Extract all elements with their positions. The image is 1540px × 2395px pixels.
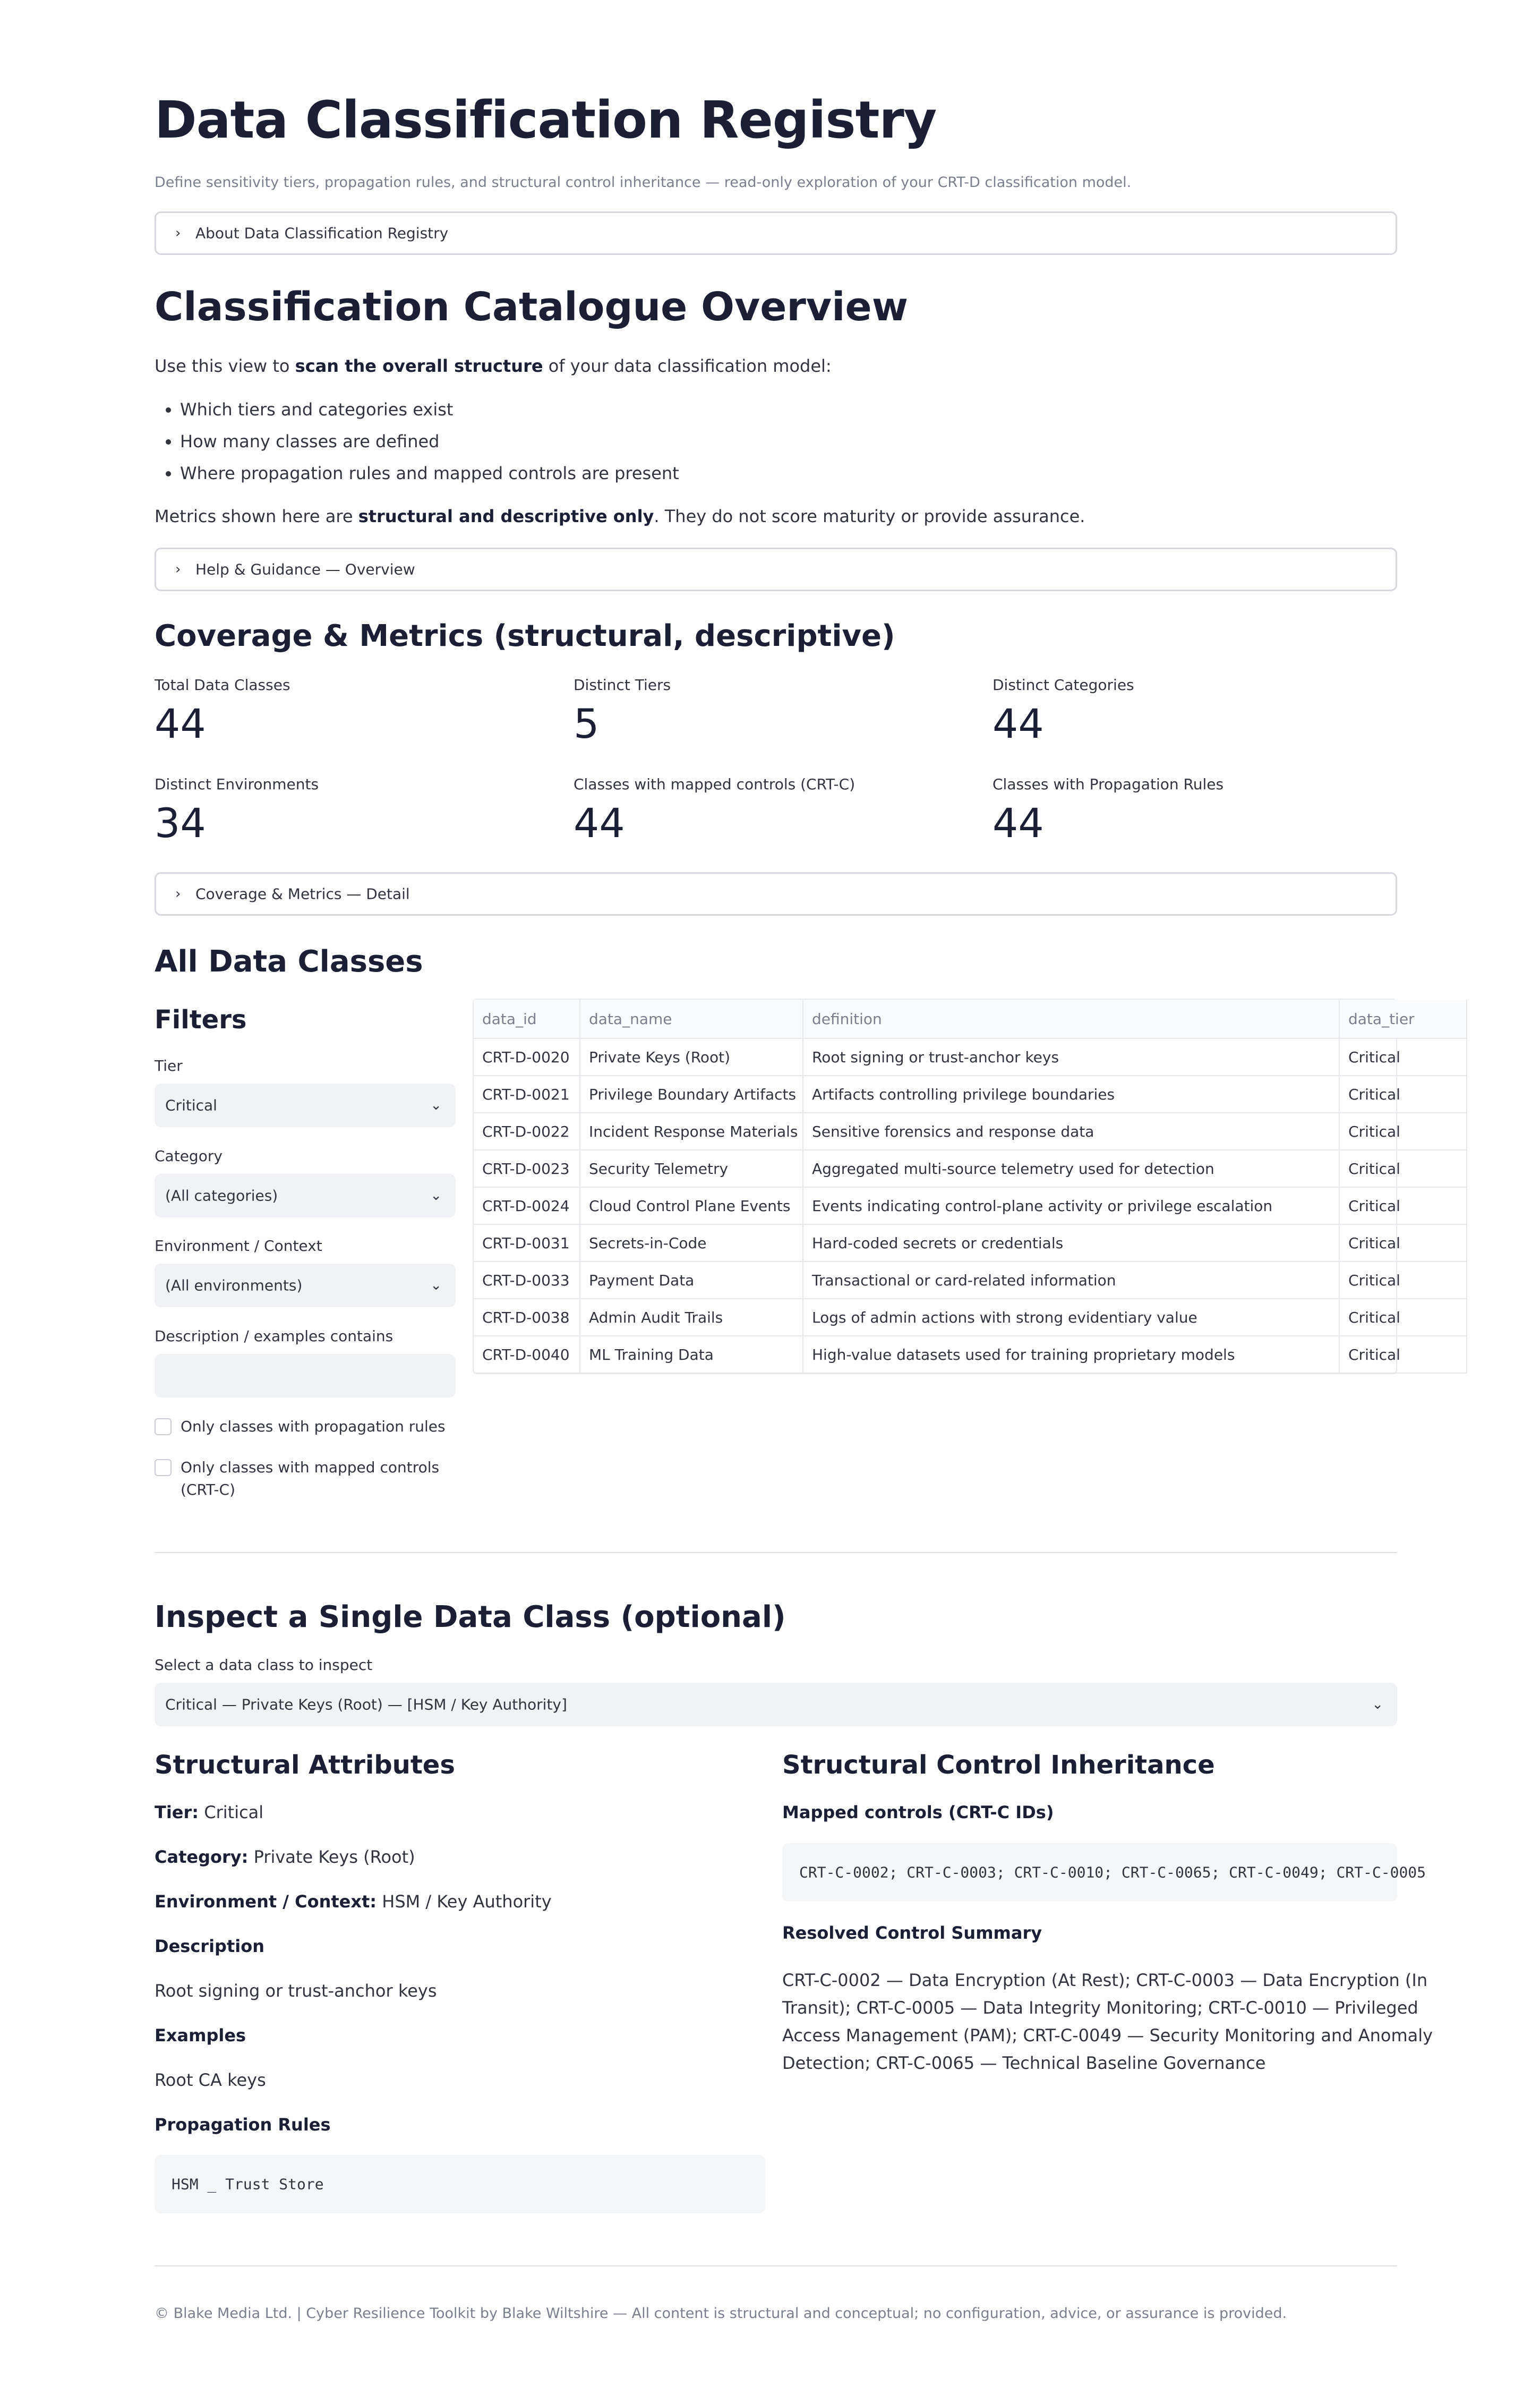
metrics-detail-expander[interactable] bbox=[155, 872, 1397, 916]
overview-note-prefix: Metrics shown here are bbox=[155, 506, 358, 526]
environment-select[interactable] bbox=[155, 1264, 456, 1307]
mapped-controls-checkbox-label: Only classes with mapped controls bbox=[181, 1459, 440, 1476]
attr-env-label: Environment / Context: bbox=[155, 1891, 377, 1912]
metric-label: Classes with mapped controls (CRT-C) bbox=[574, 775, 855, 793]
propagation-rules-code bbox=[155, 2155, 765, 2213]
metrics-title: Coverage & Metrics (structural, descriptive) bbox=[155, 619, 895, 653]
environment-select-value: (All environments) bbox=[165, 1276, 303, 1294]
mapped-controls-heading bbox=[782, 1802, 1054, 1822]
table-cell: CRT-D-0038 bbox=[474, 1299, 580, 1336]
table-cell: CRT-D-0033 bbox=[474, 1262, 580, 1299]
overview-title: Classification Catalogue Overview bbox=[155, 284, 909, 330]
attr-examples-heading bbox=[155, 2025, 246, 2045]
table-cell: Critical bbox=[1339, 1150, 1467, 1187]
attr-propagation-heading bbox=[155, 2115, 331, 2135]
overview-note-suffix: . They do not score maturity or provide assurance. bbox=[654, 506, 1085, 526]
table-row[interactable] bbox=[474, 1113, 1467, 1150]
table-cell: Transactional or card-related information bbox=[803, 1262, 1339, 1299]
mapped-controls-heading-text: Mapped controls (CRT-C IDs) bbox=[782, 1802, 1054, 1822]
mapped-controls-checkbox[interactable] bbox=[155, 1459, 172, 1476]
overview-intro-suffix: of your data classification model: bbox=[543, 356, 832, 376]
page-title: Data Classification Registry bbox=[155, 90, 937, 150]
table-cell: Aggregated multi-source telemetry used for detection bbox=[803, 1150, 1339, 1187]
table-row[interactable] bbox=[474, 1187, 1467, 1224]
table-cell: Logs of admin actions with strong evidentiary value bbox=[803, 1299, 1339, 1336]
attr-description-heading bbox=[155, 1936, 264, 1956]
description-filter-label: Description / examples contains bbox=[155, 1327, 393, 1345]
attr-description-value: Root signing or trust-anchor keys bbox=[155, 1981, 437, 2001]
resolved-summary-line: CRT-C-0002 — Data Encryption (At Rest); CRT-C-0003 — Data Encryption (In bbox=[782, 1970, 1428, 1990]
column-header[interactable]: data_name bbox=[580, 1000, 803, 1038]
table-cell: Critical bbox=[1339, 1299, 1467, 1336]
category-select-value: (All categories) bbox=[165, 1187, 278, 1205]
chevron-right-icon: › bbox=[175, 225, 181, 241]
table-cell: CRT-D-0024 bbox=[474, 1187, 580, 1224]
attr-tier-value: Critical bbox=[199, 1802, 264, 1822]
resolved-summary-heading bbox=[782, 1923, 1042, 1943]
table-cell: CRT-D-0020 bbox=[474, 1038, 580, 1076]
table-cell: Critical bbox=[1339, 1187, 1467, 1224]
table-cell: Critical bbox=[1339, 1262, 1467, 1299]
table-cell: Critical bbox=[1339, 1336, 1467, 1373]
metric-label: Total Data Classes bbox=[155, 676, 290, 694]
about-expander[interactable] bbox=[155, 211, 1397, 255]
chevron-right-icon: › bbox=[175, 561, 181, 577]
metric-value: 34 bbox=[155, 799, 206, 847]
table-row[interactable] bbox=[474, 1038, 1467, 1076]
attr-environment bbox=[155, 1891, 552, 1912]
bullet-item: • Where propagation rules and mapped controls are present bbox=[180, 463, 679, 483]
help-expander[interactable] bbox=[155, 548, 1397, 591]
table-cell: Admin Audit Trails bbox=[580, 1299, 803, 1336]
table-cell: High-value datasets used for training proprietary models bbox=[803, 1336, 1339, 1373]
table-row[interactable] bbox=[474, 1262, 1467, 1299]
table-cell: CRT-D-0040 bbox=[474, 1336, 580, 1373]
table-row[interactable] bbox=[474, 1076, 1467, 1113]
table-cell: Secrets-in-Code bbox=[580, 1224, 803, 1262]
chevron-down-icon: ⌄ bbox=[430, 1277, 442, 1293]
table-cell: Events indicating control-plane activity or privilege escalation bbox=[803, 1187, 1339, 1224]
metric-value: 44 bbox=[574, 799, 625, 847]
table-cell: Root signing or trust-anchor keys bbox=[803, 1038, 1339, 1076]
metric-label: Distinct Categories bbox=[993, 676, 1134, 694]
data-class-select[interactable] bbox=[155, 1683, 1397, 1726]
inspect-title: Inspect a Single Data Class (optional) bbox=[155, 1600, 786, 1634]
tier-filter-label: Tier bbox=[155, 1057, 183, 1075]
attr-examples-heading-text: Examples bbox=[155, 2025, 246, 2045]
metric-label: Classes with Propagation Rules bbox=[993, 775, 1224, 793]
table-header-row bbox=[474, 1000, 1467, 1038]
attr-category bbox=[155, 1847, 415, 1867]
filters-title: Filters bbox=[155, 1005, 247, 1035]
inspect-select-label: Select a data class to inspect bbox=[155, 1656, 373, 1674]
table-row[interactable] bbox=[474, 1224, 1467, 1262]
data-classes-table[interactable] bbox=[473, 999, 1415, 1374]
overview-intro-prefix: Use this view to bbox=[155, 356, 295, 376]
table-cell: Private Keys (Root) bbox=[580, 1038, 803, 1076]
table-cell: CRT-D-0021 bbox=[474, 1076, 580, 1113]
table-cell: Security Telemetry bbox=[580, 1150, 803, 1187]
table-cell: Artifacts controlling privilege boundaries bbox=[803, 1076, 1339, 1113]
table-cell: Sensitive forensics and response data bbox=[803, 1113, 1339, 1150]
footer-text: © Blake Media Ltd. | Cyber Resilience Toolkit by Blake Wiltshire — All content is structural and conceptual; no configuration, advice, or assurance is provided. bbox=[155, 2305, 1287, 2322]
attr-tier-label: Tier: bbox=[155, 1802, 199, 1822]
table-cell: Privilege Boundary Artifacts bbox=[580, 1076, 803, 1113]
attr-category-label: Category: bbox=[155, 1847, 249, 1867]
metric-label: Distinct Environments bbox=[155, 775, 319, 793]
table-cell: Critical bbox=[1339, 1076, 1467, 1113]
mapped-controls-code[interactable] bbox=[782, 1843, 1426, 1902]
attr-category-value: Private Keys (Root) bbox=[248, 1847, 415, 1867]
table-cell: ML Training Data bbox=[580, 1336, 803, 1373]
environment-filter-label: Environment / Context bbox=[155, 1237, 322, 1255]
column-header[interactable]: data_id bbox=[474, 1000, 580, 1038]
table-row[interactable] bbox=[474, 1336, 1467, 1373]
table-cell: Payment Data bbox=[580, 1262, 803, 1299]
bullet-item: • How many classes are defined bbox=[180, 431, 679, 451]
data-class-select-value: Critical — Private Keys (Root) — [HSM / Key Authority] bbox=[165, 1695, 567, 1714]
attr-propagation-heading-text: Propagation Rules bbox=[155, 2115, 331, 2135]
table-row[interactable] bbox=[474, 1299, 1467, 1336]
table-cell: Cloud Control Plane Events bbox=[580, 1187, 803, 1224]
category-filter-label: Category bbox=[155, 1147, 223, 1165]
table-cell: Critical bbox=[1339, 1113, 1467, 1150]
metric-value: 44 bbox=[993, 799, 1044, 847]
resolved-summary-line: Detection; CRT-C-0065 — Technical Baseline Governance bbox=[782, 2053, 1266, 2073]
attr-tier bbox=[155, 1802, 263, 1822]
page-subtitle: Define sensitivity tiers, propagation rules, and structural control inheritance — read-only exploration of your CRT-D classification model. bbox=[155, 174, 1132, 191]
metric-value: 44 bbox=[155, 700, 206, 747]
table-row[interactable] bbox=[474, 1150, 1467, 1187]
table-cell: CRT-D-0023 bbox=[474, 1150, 580, 1187]
resolved-summary-line: Transit); CRT-C-0005 — Data Integrity Monitoring; CRT-C-0010 — Privileged bbox=[782, 1998, 1418, 2018]
attr-env-value: HSM / Key Authority bbox=[377, 1891, 552, 1912]
help-expander-label: Help & Guidance — Overview bbox=[195, 560, 415, 578]
resolved-summary bbox=[782, 1966, 1433, 2077]
category-select[interactable] bbox=[155, 1174, 456, 1217]
table-cell: CRT-D-0022 bbox=[474, 1113, 580, 1150]
mapped-controls-value: CRT-C-0002; CRT-C-0003; CRT-C-0010; CRT-C-0065; CRT-C-0049; CRT-C-0005 bbox=[799, 1863, 1426, 1881]
chevron-down-icon: ⌄ bbox=[1372, 1697, 1383, 1712]
table-cell: Critical bbox=[1339, 1038, 1467, 1076]
tier-select-value: Critical bbox=[165, 1096, 217, 1114]
chevron-right-icon: › bbox=[175, 886, 181, 902]
chevron-down-icon: ⌄ bbox=[430, 1188, 442, 1204]
propagation-rules-value: HSM _ Trust Store bbox=[172, 2175, 324, 2193]
tier-select[interactable] bbox=[155, 1084, 456, 1127]
overview-intro bbox=[155, 356, 832, 376]
bullet-item: • Which tiers and categories exist bbox=[180, 399, 679, 420]
propagation-checkbox[interactable] bbox=[155, 1418, 172, 1435]
propagation-checkbox-label: Only classes with propagation rules bbox=[181, 1418, 446, 1435]
metric-label: Distinct Tiers bbox=[574, 676, 671, 694]
table-cell: Hard-coded secrets or credentials bbox=[803, 1224, 1339, 1262]
metrics-detail-expander-label: Coverage & Metrics — Detail bbox=[195, 885, 410, 903]
table-cell: Incident Response Materials bbox=[580, 1113, 803, 1150]
table-cell: CRT-D-0031 bbox=[474, 1224, 580, 1262]
chevron-down-icon: ⌄ bbox=[430, 1097, 442, 1113]
column-header[interactable]: data_tier bbox=[1339, 1000, 1467, 1038]
metric-value: 44 bbox=[993, 700, 1044, 747]
table-cell: Critical bbox=[1339, 1224, 1467, 1262]
column-header[interactable]: definition bbox=[803, 1000, 1339, 1038]
mapped-controls-checkbox-label-2: (CRT-C) bbox=[181, 1481, 236, 1498]
metric-value: 5 bbox=[574, 700, 600, 747]
about-expander-label: About Data Classification Registry bbox=[195, 224, 449, 242]
all-classes-title: All Data Classes bbox=[155, 944, 423, 979]
section-divider bbox=[155, 1552, 1397, 1553]
overview-intro-bold: scan the overall structure bbox=[295, 356, 543, 376]
inheritance-title: Structural Control Inheritance bbox=[782, 1750, 1215, 1780]
overview-note bbox=[155, 506, 1085, 526]
attributes-title: Structural Attributes bbox=[155, 1750, 455, 1780]
overview-note-bold: structural and descriptive only bbox=[358, 506, 654, 526]
resolved-summary-line: Access Management (PAM); CRT-C-0049 — Security Monitoring and Anomaly bbox=[782, 2025, 1433, 2045]
description-filter-input[interactable] bbox=[155, 1354, 456, 1397]
resolved-summary-heading-text: Resolved Control Summary bbox=[782, 1923, 1042, 1943]
attr-examples-value: Root CA keys bbox=[155, 2070, 266, 2090]
overview-bullets bbox=[155, 399, 679, 495]
attr-description-heading-text: Description bbox=[155, 1936, 264, 1956]
footer-divider bbox=[155, 2265, 1397, 2266]
